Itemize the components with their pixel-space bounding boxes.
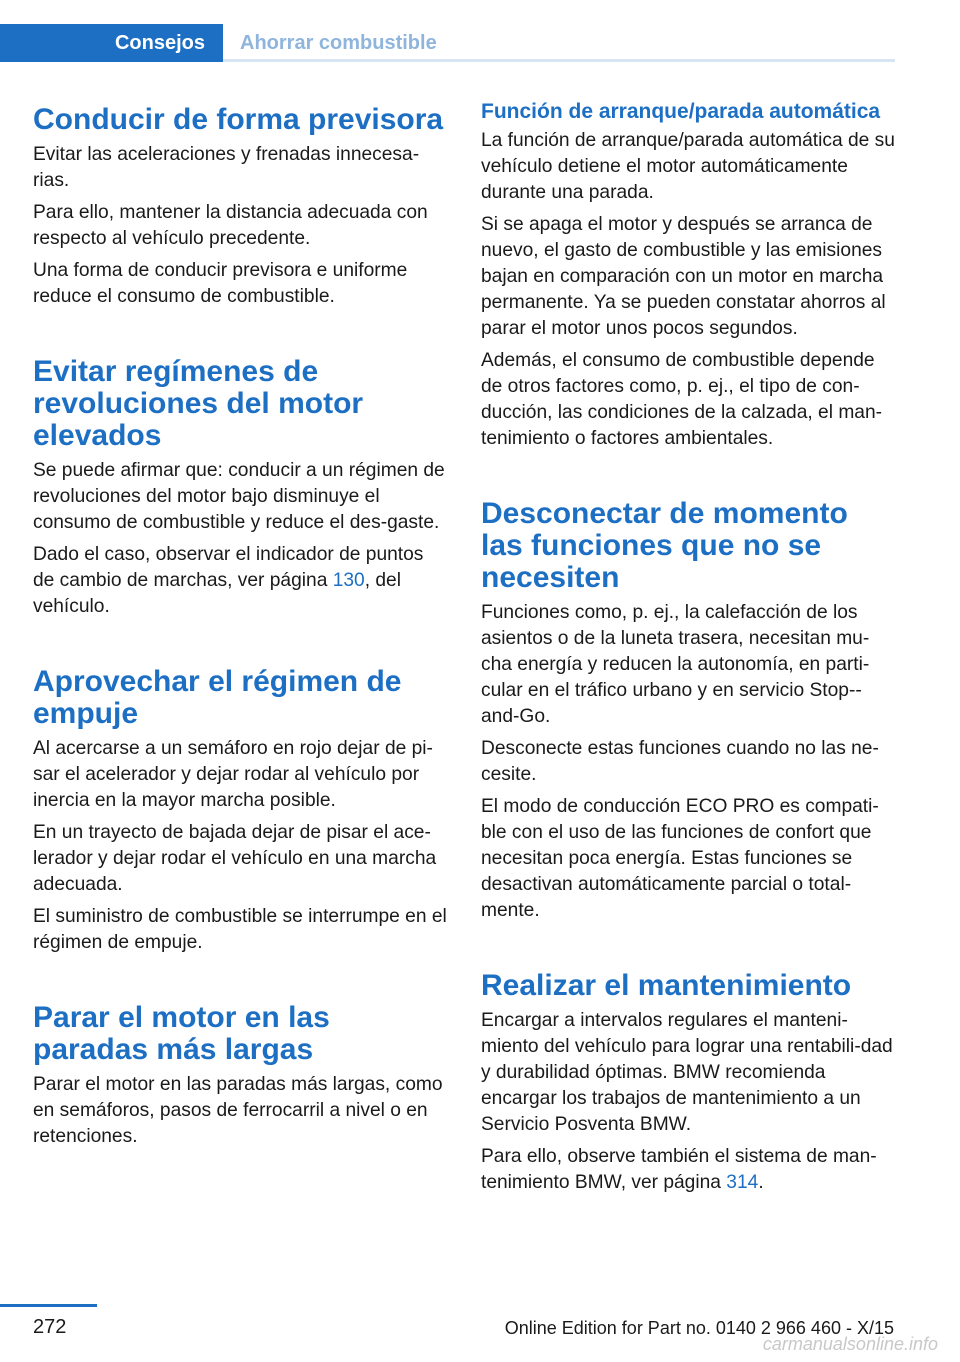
paragraph: La función de arranque/parada automática de su vehículo detiene el motor automáticamente durante una parada. <box>481 130 895 203</box>
right-column <box>481 100 896 1202</box>
paragraph: Evitar las aceleraciones y frenadas innecesa-rias. <box>33 144 420 191</box>
paragraph: Al acercarse a un semáforo en rojo dejar de pi-sar el acelerador y dejar rodar al vehículo por inercia en la mayor marcha posible. <box>33 738 433 811</box>
paragraph: Se puede afirmar que: conducir a un régimen de revoluciones del motor bajo disminuye el consumo de combustible y reduce el des-gaste. <box>33 460 445 533</box>
page-link-314[interactable]: 314 <box>726 1172 759 1193</box>
paragraph: Funciones como, p. ej., la calefacción de los asientos o de la luneta trasera, necesitan mu-cha energía y reducen la autonomía, en parti-cular en el tráfico urbano y en servicio Stop--and-Go. <box>481 602 870 727</box>
tab-consejos[interactable] <box>0 24 223 62</box>
section-title: Conducir de forma previsora <box>33 103 444 136</box>
paragraph: Parar el motor en las paradas más largas, como en semáforos, pasos de ferrocarril a nivel o en retenciones. <box>33 1074 443 1147</box>
edition-text: Online Edition for Part no. 0140 2 966 460 - X/15 <box>504 1318 894 1338</box>
paragraph: En un trayecto de bajada dejar de pisar el ace-lerador y dejar rodar el vehículo en una marcha adecuada. <box>33 822 437 895</box>
subsection-title: Función de arranque/parada automática <box>481 100 881 123</box>
paragraph-text: . <box>758 1172 764 1193</box>
paragraph: Encargar a intervalos regulares el manteni-miento del vehículo para lograr una rentabili-dad y durabilidad óptimas. BMW recomienda encargar los trabajos de mantenimiento a un Servicio Posventa BMW. <box>481 1010 893 1135</box>
section-title: Evitar regímenes de revoluciones del motor elevados <box>33 355 364 452</box>
section-title: Parar el motor en las paradas más largas <box>33 1001 330 1066</box>
paragraph: El modo de conducción ECO PRO es compati-ble con el uso de las funciones de confort que necesitan poca energía. Estas funciones se desactivan automáticamente parcial o total-mente. <box>481 796 879 921</box>
paragraph: Si se apaga el motor y después se arranca de nuevo, el gasto de combustible y las emisiones bajan en comparación con un motor en marcha permanente. Ya se pueden constatar ahorros al parar el motor unos pocos segundos. <box>481 214 886 339</box>
page-link-130[interactable]: 130 <box>332 570 365 591</box>
paragraph <box>33 542 448 620</box>
paragraph-text: , del vehículo. <box>33 570 401 617</box>
footer-accent-line <box>0 1304 97 1307</box>
paragraph: Desconecte estas funciones cuando no las ne-cesite. <box>481 738 879 785</box>
paragraph: Para ello, mantener la distancia adecuada con respecto al vehículo precedente. <box>33 202 428 249</box>
section-title: Desconectar de momento las funciones que no se necesiten <box>481 497 848 594</box>
tab-ahorrar-combustible-label: Ahorrar combustible <box>240 31 437 54</box>
paragraph <box>481 1144 896 1196</box>
header-bar <box>0 24 895 62</box>
paragraph: Una forma de conducir previsora e uniforme reduce el consumo de combustible. <box>33 260 408 307</box>
header-divider <box>223 59 895 62</box>
left-column <box>33 100 448 1156</box>
paragraph-text: Dado el caso, observar el indicador de puntos de cambio de marchas, ver página <box>33 544 424 591</box>
watermark: carmanualsonline.info <box>762 1334 938 1354</box>
section-title: Realizar el mantenimiento <box>481 969 852 1002</box>
paragraph: El suministro de combustible se interrumpe en el régimen de empuje. <box>33 906 447 953</box>
section-title: Aprovechar el régimen de empuje <box>33 665 402 730</box>
tab-consejos-label: Consejos <box>114 31 205 54</box>
paragraph-text: Para ello, observe también el sistema de man-tenimiento BMW, ver página <box>481 1146 877 1193</box>
tab-ahorrar-combustible[interactable] <box>240 24 437 62</box>
paragraph: Además, el consumo de combustible depende de otros factores como, p. ej., el tipo de con-ducción, las condiciones de la calzada, el man-tenimiento o factores ambientales. <box>481 350 883 449</box>
page-number: 272 <box>33 1316 67 1338</box>
